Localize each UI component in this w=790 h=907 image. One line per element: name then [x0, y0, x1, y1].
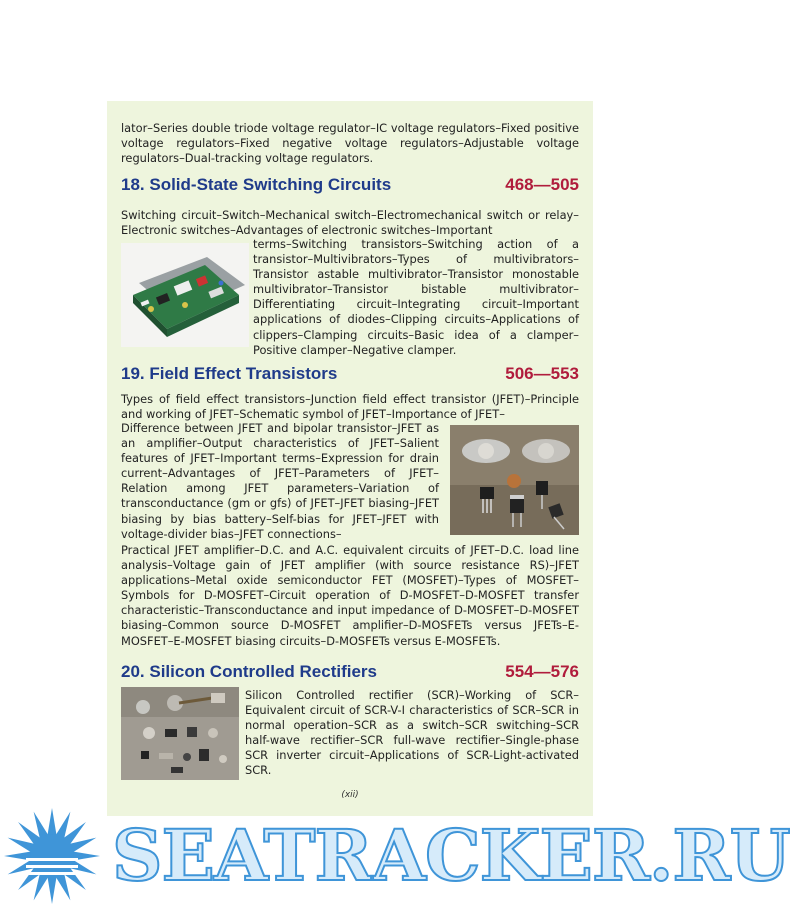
chapter-18-text-side: terms–Switching transistors–Switching action of a transistor–Multivibrators–Types of multivibrators–Transistor astable multivibrator–Transistor monostable multivibrator–Transistor bistable multivibrator–Differentiating circuit–Integrating circuit–Important applications of diodes–Clipping circuits–Applications of clippers–Clamping circuits–Basic idea of a clamper–Positive clamper–Negative clamper.: [253, 237, 579, 357]
chapter-20-text-side: Silicon Controlled rectifier (SCR)–Working of SCR–Equivalent circuit of SCR-V-I characteristics of SCR–SCR in normal operation–SCR as a switch–SCR switching–SCR half-wave rectifier–SCR full-wave rectifier–Single-phase SCR inverter circuit–Applications of SCR-Light-activated SCR.: [245, 688, 579, 778]
chapter-20-title: 20. Silicon Controlled Rectifiers: [121, 662, 378, 681]
chapter-20-pages: 554—576: [505, 662, 579, 681]
chapter-19-text-top: Types of field effect transistors–Junction field effect transistor (JFET)–Principle and working of JFET–Schematic symbol of JFET–Importance of JFET–: [121, 392, 579, 422]
chapter-18-heading: [121, 175, 579, 197]
chapter-20-heading: [121, 662, 579, 684]
chapter-19-text-side: Difference between JFET and bipolar transistor–JFET as an amplifier–Output characteristics of JFET–Salient features of JFET–Important terms–Expression for drain current–Advantages of JFET–Parameters of JFET–Relation among JFET parameters–Variation of transconductance (gm or gfs) of JFET–JFET biasing–JFET biasing by bias battery–Self-bias for JFET–JFET with voltage-divider bias–JFET connections–: [121, 421, 439, 541]
switching-board-photo: [121, 243, 249, 347]
chapter-18-pages: 468—505: [505, 175, 579, 194]
intro-paragraph: lator–Series double triode voltage regulator–IC voltage regulators–Fixed positive voltage regulators–Fixed negative voltage regulators–Adjustable voltage regulators–Dual-tracking voltage regulators.: [121, 121, 579, 166]
page-folio: (xii): [341, 790, 359, 800]
transistors-photo: [450, 425, 579, 535]
chapter-19-title: 19. Field Effect Transistors: [121, 364, 338, 383]
scr-components-photo: [121, 687, 239, 780]
watermark-text: SEATRACKER.RU: [112, 814, 790, 897]
chapter-19-pages: 506—553: [505, 364, 579, 383]
chapter-19-heading: [121, 364, 579, 386]
chapter-19-text-bottom: Practical JFET amplifier–D.C. and A.C. equivalent circuits of JFET–D.C. load line analysis–Voltage gain of JFET amplifier (with source resistance RS)–JFET applications–Metal oxide semiconductor FET (MOSFET)–Types of MOSFET–Symbols for D-MOSFET–Circuit operation of D-MOSFET–D-MOSFET transfer characteristic–Transconductance and input impedance of D-MOSFET–D-MOSFET biasing–Common source D-MOSFET amplifier–D-MOSFETs versus JFETs–E-MOSFET–E-MOSFET biasing circuits–D-MOSFETs versus E-MOSFETs.: [121, 543, 579, 648]
chapter-18-text-top: Switching circuit–Switch–Mechanical switch–Electromechanical switch or relay–Electronic switches–Advantages of electronic switches–Important: [121, 208, 579, 238]
chapter-18-title: 18. Solid-State Switching Circuits: [121, 175, 392, 194]
